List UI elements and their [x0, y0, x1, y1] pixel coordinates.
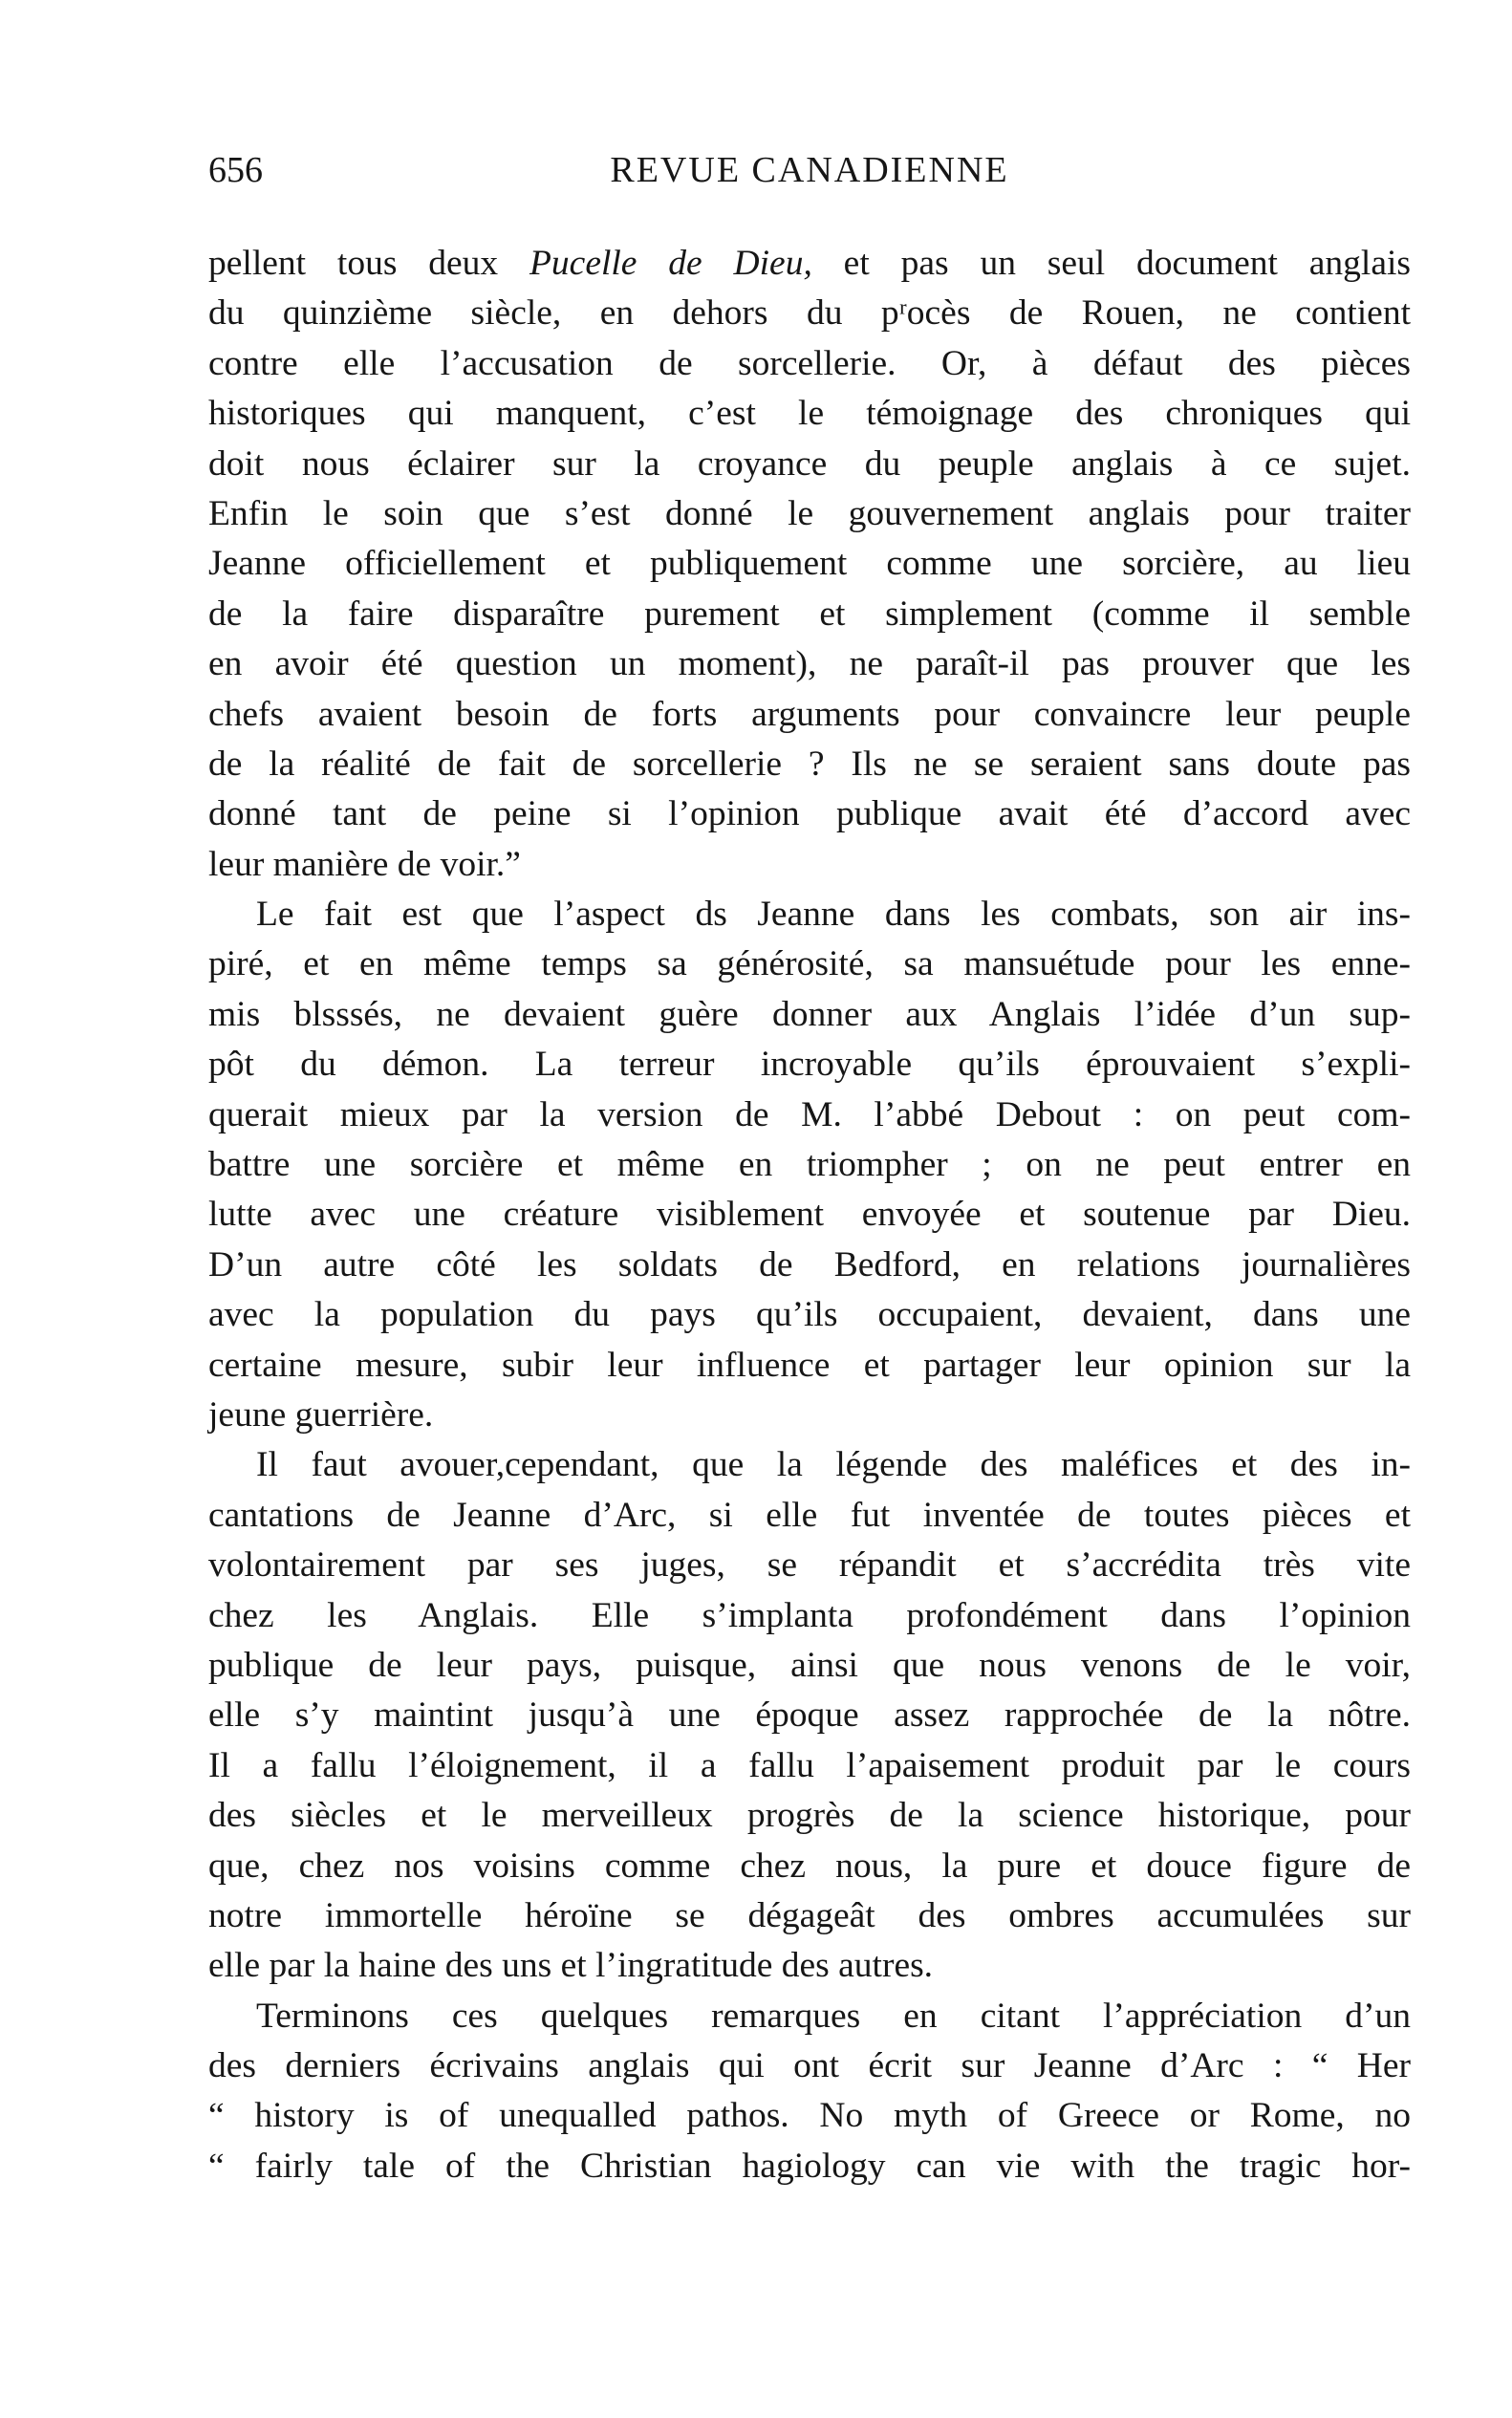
text-line: pôt du démon. La terreur incroyable qu’ils éprouvaient s’expli-	[208, 1045, 1411, 1085]
text-line: Jeanne officiellement et publiquement comme une sorcière, au lieu	[208, 544, 1411, 584]
text-line: des derniers écrivains anglais qui ont écrit sur Jeanne d’Arc : “ Her	[208, 2046, 1411, 2086]
text-line: Il a fallu l’éloignement, il a fallu l’apaisement produit par le cours	[208, 1745, 1411, 1785]
text-line: jeune guerrière.	[208, 1394, 434, 1435]
text-line: lutte avec une créature visiblement envoyée et soutenue par Dieu.	[208, 1195, 1411, 1235]
text-line: de la faire disparaître purement et simplement (comme il semble	[208, 594, 1411, 634]
text-line: chefs avaient besoin de forts arguments pour convaincre leur peuple	[208, 694, 1411, 734]
text-line: battre une sorcière et même en triompher ; on ne peut entrer en	[208, 1145, 1411, 1185]
paragraph-4	[208, 1992, 1411, 2192]
paragraph-3	[208, 1440, 1411, 1991]
text-line: D’un autre côté les soldats de Bedford, en relations journalières	[208, 1244, 1411, 1285]
paragraph-2	[208, 890, 1411, 1440]
text-line: piré, et en même temps sa générosité, sa mansuétude pour les enne-	[208, 944, 1411, 984]
text-line: Le fait est que l’aspect ds Jeanne dans les combats, son air ins-	[256, 895, 1411, 935]
text-line: de la réalité de fait de sorcellerie ? Ils ne se seraient sans doute pas	[208, 744, 1411, 784]
text-line: elle par la haine des uns et l’ingratitude des autres.	[208, 1946, 934, 1986]
journal-title: REVUE CANADIENNE	[610, 150, 1009, 190]
text-line: elle s’y maintint jusqu’à une époque assez rapprochée de la nôtre.	[208, 1695, 1411, 1736]
text-line: “ fairly tale of the Christian hagiology can vie with the tragic hor-	[208, 2146, 1411, 2186]
text-line: Il faut avouer,cependant, que la légende des maléfices et des in-	[256, 1445, 1411, 1485]
text-line: avec la population du pays qu’ils occupaient, devaient, dans une	[208, 1295, 1411, 1335]
text-line: cantations de Jeanne d’Arc, si elle fut inventée de toutes pièces et	[208, 1495, 1411, 1535]
paragraph-1	[208, 239, 1411, 890]
text-line: querait mieux par la version de M. l’abbé Debout : on peut com-	[208, 1094, 1411, 1134]
text-line: du quinzième siècle, en dehors du pʳocès de Rouen, ne contient	[208, 293, 1411, 334]
page-number: 656	[208, 150, 263, 190]
text-line: Enfin le soin que s’est donné le gouvernement anglais pour traiter	[208, 493, 1411, 533]
text-line: mis blsssés, ne devaient guère donner aux Anglais l’idée d’un sup-	[208, 994, 1411, 1034]
body-text	[208, 239, 1411, 2191]
document-page	[208, 143, 1411, 2191]
text-line: pellent tous deux Pucelle de Dieu, et pas un seul document anglais	[208, 244, 1412, 283]
running-head	[208, 143, 1411, 197]
text-line: leur manière de voir.”	[208, 844, 521, 884]
text-line: “ history is of unequalled pathos. No myth of Greece or Rome, no	[208, 2096, 1411, 2136]
text-line: doit nous éclairer sur la croyance du peuple anglais à ce sujet.	[208, 443, 1411, 484]
text-line: donné tant de peine si l’opinion publique avait été d’accord avec	[208, 794, 1411, 834]
text-line: chez les Anglais. Elle s’implanta profondément dans l’opinion	[208, 1595, 1411, 1635]
text-line: historiques qui manquent, c’est le témoignage des chroniques qui	[208, 394, 1411, 434]
text-line: certaine mesure, subir leur influence et partager leur opinion sur la	[208, 1345, 1411, 1385]
text-line: des siècles et le merveilleux progrès de la science historique, pour	[208, 1796, 1411, 1836]
text-line: contre elle l’accusation de sorcellerie. Or, à défaut des pièces	[208, 343, 1411, 383]
text-line: volontairement par ses juges, se répandit et s’accrédita très vite	[208, 1545, 1411, 1586]
text-line: publique de leur pays, puisque, ainsi que nous venons de le voir,	[208, 1645, 1411, 1685]
italic-phrase: Pucelle de Dieu,	[529, 244, 812, 283]
text-line: notre immortelle héroïne se dégageât des ombres accumulées sur	[208, 1895, 1411, 1935]
text-line: Terminons ces quelques remarques en citant l’appréciation d’un	[256, 1996, 1411, 2036]
text-line: en avoir été question un moment), ne paraît-il pas prouver que les	[208, 644, 1411, 684]
text-line: que, chez nos voisins comme chez nous, la pure et douce figure de	[208, 1846, 1411, 1886]
